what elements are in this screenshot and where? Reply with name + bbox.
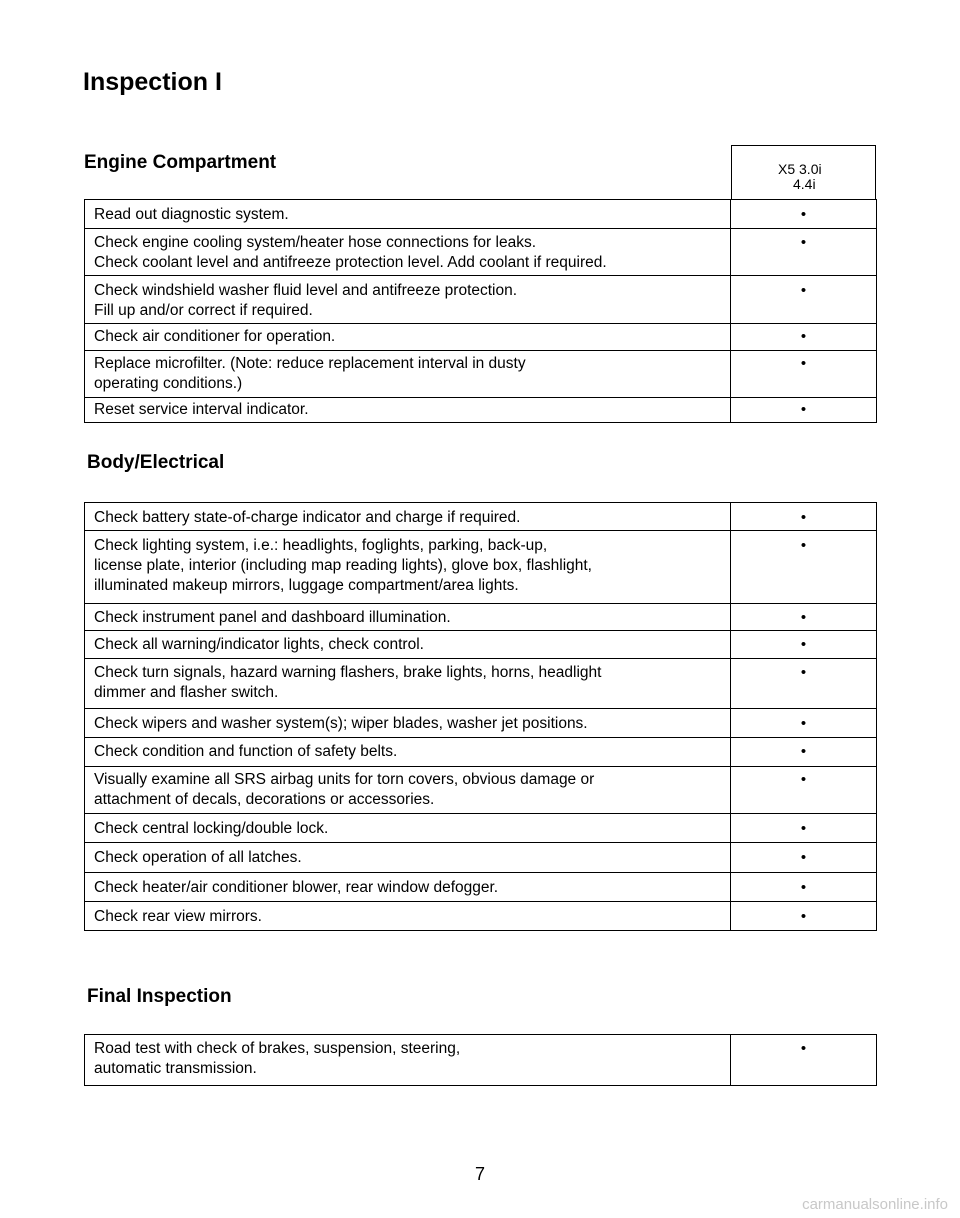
table-row [85, 531, 877, 604]
task-text: Visually examine all SRS airbag units for torn covers, obvious damage or attachment of decals, decorations or accessories. [85, 767, 731, 814]
applies-mark: • [731, 503, 877, 531]
table-row [85, 873, 877, 902]
task-text: Check air conditioner for operation. [85, 324, 731, 351]
table-row [85, 229, 877, 276]
engine-compartment-heading: Engine Compartment [84, 152, 277, 173]
table-row [85, 503, 877, 531]
applies-mark: • [731, 276, 877, 324]
task-text: Check engine cooling system/heater hose connections for leaks. Check coolant level and antifreeze protection level. Add coolant if required. [85, 229, 731, 276]
table-row [85, 1035, 877, 1086]
model-label-line2: 4.4i [793, 176, 816, 192]
engine-compartment-table [84, 199, 877, 423]
table-row [85, 631, 877, 659]
applies-mark: • [731, 767, 877, 814]
final-inspection-heading: Final Inspection [87, 986, 232, 1007]
task-text: Check wipers and washer system(s); wiper blades, washer jet positions. [85, 709, 731, 738]
model-column-header [731, 145, 876, 200]
task-text: Check windshield washer fluid level and antifreeze protection. Fill up and/or correct if required. [85, 276, 731, 324]
table-row [85, 814, 877, 843]
applies-mark: • [731, 324, 877, 351]
table-row [85, 324, 877, 351]
task-text: Check condition and function of safety belts. [85, 738, 731, 767]
task-text: Road test with check of brakes, suspension, steering, automatic transmission. [85, 1035, 731, 1086]
table-row [85, 902, 877, 931]
table-row [85, 200, 877, 229]
task-text: Check all warning/indicator lights, check control. [85, 631, 731, 659]
table-row [85, 767, 877, 814]
applies-mark: • [731, 659, 877, 709]
applies-mark: • [731, 902, 877, 931]
applies-mark: • [731, 843, 877, 873]
model-label-line1: X5 3.0i [778, 161, 822, 177]
task-text: Replace microfilter. (Note: reduce replacement interval in dusty operating conditions.) [85, 351, 731, 398]
table-row [85, 843, 877, 873]
final-inspection-table [84, 1034, 877, 1086]
applies-mark: • [731, 814, 877, 843]
applies-mark: • [731, 398, 877, 423]
table-row [85, 709, 877, 738]
task-text: Check battery state-of-charge indicator and charge if required. [85, 503, 731, 531]
table-row [85, 351, 877, 398]
applies-mark: • [731, 631, 877, 659]
task-text: Check heater/air conditioner blower, rear window defogger. [85, 873, 731, 902]
table-row [85, 738, 877, 767]
applies-mark: • [731, 738, 877, 767]
table-row [85, 604, 877, 631]
applies-mark: • [731, 229, 877, 276]
table-row [85, 659, 877, 709]
table-row [85, 276, 877, 324]
task-text: Check central locking/double lock. [85, 814, 731, 843]
body-electrical-table [84, 502, 877, 931]
applies-mark: • [731, 200, 877, 229]
page-title: Inspection I [83, 68, 222, 96]
applies-mark: • [731, 873, 877, 902]
task-text: Check rear view mirrors. [85, 902, 731, 931]
task-text: Check lighting system, i.e.: headlights, foglights, parking, back-up, license plate, interior (including map reading lights), glove box, flashlight, illuminated makeup mirrors, luggage compartment/area lights. [85, 531, 731, 604]
applies-mark: • [731, 1035, 877, 1086]
applies-mark: • [731, 531, 877, 604]
task-text: Reset service interval indicator. [85, 398, 731, 423]
task-text: Check operation of all latches. [85, 843, 731, 873]
applies-mark: • [731, 604, 877, 631]
task-text: Check instrument panel and dashboard illumination. [85, 604, 731, 631]
body-electrical-heading: Body/Electrical [87, 452, 225, 473]
table-row [85, 398, 877, 423]
applies-mark: • [731, 709, 877, 738]
task-text: Read out diagnostic system. [85, 200, 731, 229]
watermark-text: carmanualsonline.info [802, 1196, 948, 1213]
page-number: 7 [474, 1164, 485, 1184]
task-text: Check turn signals, hazard warning flashers, brake lights, horns, headlight dimmer and flasher switch. [85, 659, 731, 709]
applies-mark: • [731, 351, 877, 398]
